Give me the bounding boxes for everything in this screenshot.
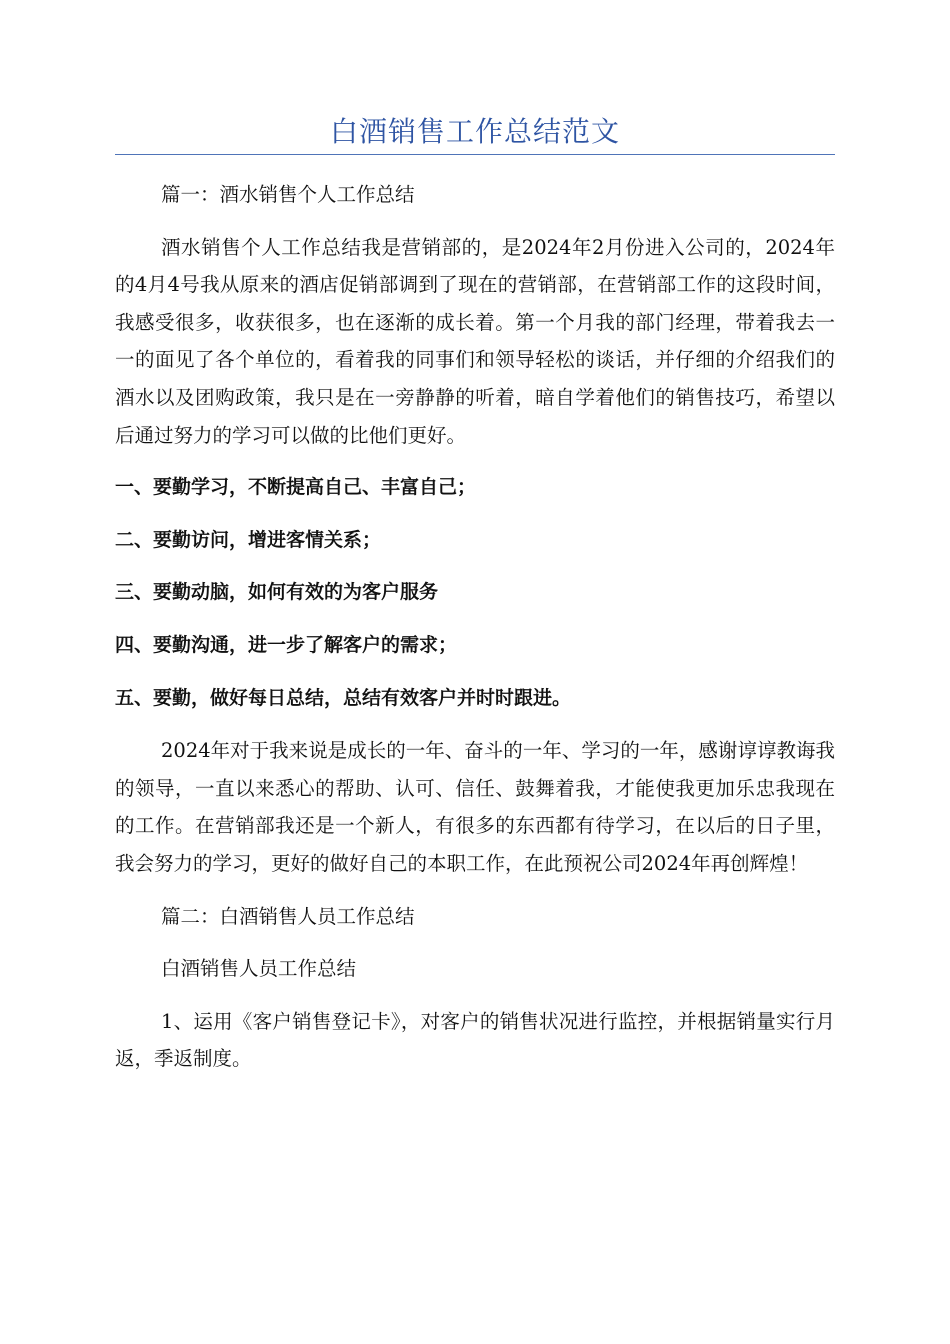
- document-title: 白酒销售工作总结范文: [329, 115, 620, 148]
- section-1-paragraph-1: 酒水销售个人工作总结我是营销部的，是2024年2月份进入公司的，2024年的4月4号我从原来的酒店促销部调到了现在的营销部，在营销部工作的这段时间，我感受很多，收获很多，也在逐渐的成长着。第一个月我的部门经理，带着我去一一的面见了各个单位的，看着我的同事们和领导轻松的谈话，并仔细的介绍我们的酒水以及团购政策，我只是在一旁静静的听着，暗自学着他们的销售技巧，希望以后通过努力的学习可以做的比他们更好。: [115, 235, 835, 447]
- point-1: 一、要勤学习，不断提高自己、丰富自己；: [115, 476, 477, 499]
- document-body: [115, 176, 835, 1093]
- point-2: 二、要勤访问，增进客情关系；: [115, 528, 382, 551]
- section-2-heading: 篇二：白酒销售人员工作总结: [161, 904, 415, 928]
- title-underline: [115, 154, 835, 155]
- section-1-paragraph-2: 2024年对于我来说是成长的一年、奋斗的一年、学习的一年，感谢谆谆教诲我的领导，一直以来悉心的帮助、认可、信任、鼓舞着我，才能使我更加乐忠我现在的工作。在营销部我还是一个新人，有很多的东西都有待学习，在以后的日子里，我会努力的学习，更好的做好自己的本职工作，在此预祝公司2024年再创辉煌！: [115, 739, 835, 875]
- point-4: 四、要勤沟通，进一步了解客户的需求；: [115, 633, 458, 656]
- section-2-paragraph-1: 1、运用《客户销售登记卡》，对客户的销售状况进行监控，并根据销量实行月返，季返制度。: [115, 1009, 835, 1071]
- point-3: 三、要勤动脑，如何有效的为客户服务: [115, 581, 439, 604]
- section-1-heading: 篇一：酒水销售个人工作总结: [161, 183, 415, 206]
- point-5: 五、要勤，做好每日总结，总结有效客户并时时跟进。: [115, 686, 572, 709]
- section-2-subheading: 白酒销售人员工作总结: [161, 957, 357, 981]
